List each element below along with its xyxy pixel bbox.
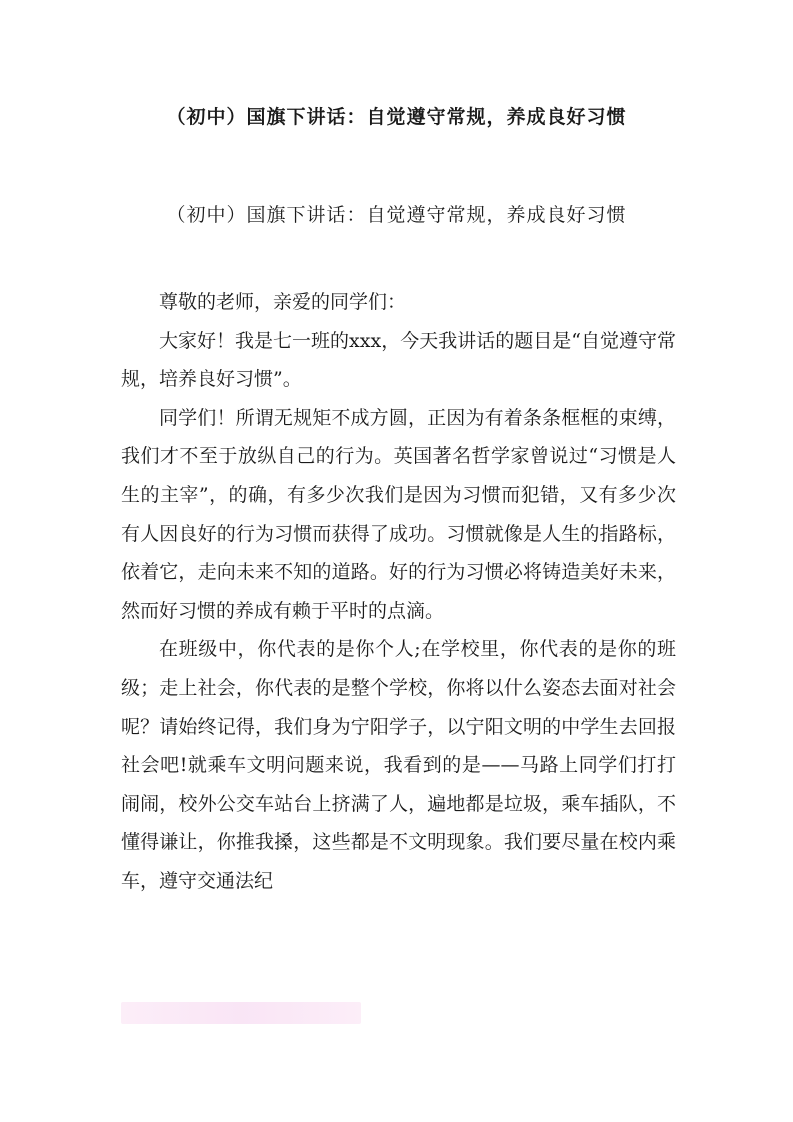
faded-watermark: [121, 1002, 361, 1024]
body-paragraph: 同学们！所谓无规矩不成方圆，正因为有着条条框框的束缚，我们才不至于放纵自己的行为。英国著名哲学家曾说过“习惯是人生的主宰”，的确，有多少次我们是因为习惯而犯错，又有多少次有人因良好的行为习惯而获得了成功。习惯就像是人生的指路标，依着它，走向未来不知的道路。好的行为习惯必将铸造美好未来，然而好习惯的养成有赖于平时的点滴。: [121, 406, 676, 622]
body-paragraph: 在班级中，你代表的是你个人;在学校里，你代表的是你的班级；走上社会，你代表的是整个学校，你将以什么姿态去面对社会呢？请始终记得，我们身为宁阳学子，以宁阳文明的中学生去回报社会吧!就乘车文明问题来说，我看到的是——马路上同学们打打闹闹，校外公交车站台上挤满了人，遍地都是垃圾，乘车插队，不懂得谦让，你推我搡，这些都是不文明现象。我们要尽量在校内乘车，遵守交通法纪: [121, 638, 676, 892]
greeting-paragraph: 尊敬的老师，亲爱的同学们：: [159, 291, 407, 313]
document-subtitle: （初中）国旗下讲话：自觉遵守常规，养成良好习惯: [166, 204, 627, 226]
document-body: [121, 283, 676, 901]
document-title: （初中）国旗下讲话：自觉遵守常规，养成良好习惯: [166, 106, 627, 128]
body-paragraph: 大家好！我是七一班的xxx，今天我讲话的题目是“自觉遵守常规，培养良好习惯”。: [121, 329, 676, 391]
